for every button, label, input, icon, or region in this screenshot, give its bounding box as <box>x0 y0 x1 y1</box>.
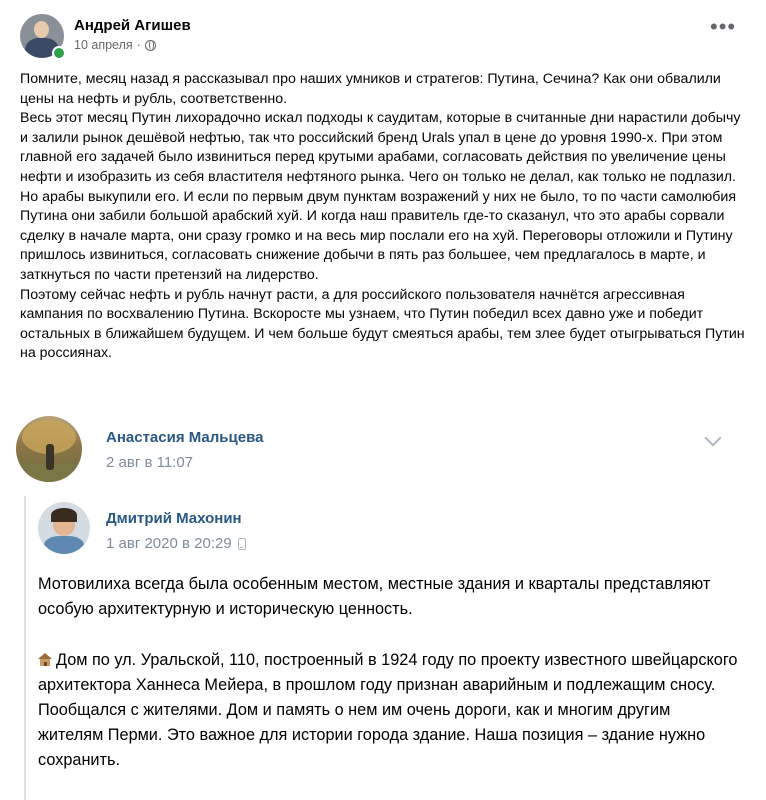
online-status-dot <box>52 46 66 60</box>
repost-author-avatar[interactable] <box>38 502 90 554</box>
comment-time[interactable]: 2 авг в 11:07 <box>106 454 194 471</box>
repost-text <box>38 572 738 774</box>
post-date[interactable]: 10 апреля <box>74 38 133 52</box>
repost-paragraph-1: Мотовилиха всегда была особенным местом, местные здания и кварталы представляют особую архитектурную и историческую ценность. <box>38 575 711 619</box>
more-options-icon[interactable]: ••• <box>710 14 737 39</box>
post-text: Помните, месяц назад я рассказывал про наших умников и стратегов: Путина, Сечина? Как они обвалили цены на нефть и рубль, соответственно. Весь этот месяц Путин лихорадочно искал подходы к саудитам, которые в считанные дни нарастили добычу и залили рынок дешёвой нефтью, так что российский бренд Urals упал в цене до уровня 1990-х. При этом главной его задачей было извиниться перед крутыми арабами, согласовать действия по увеличение цены нефти и изобразить из себя властителя нефтяного рынка. Чего он только не делал, как только не подлазил. Но арабы выкупили его. И если по первым двум пунктам возражений у них не было, то по части самолюбия Путина они забили большой арабский хуй. И когда наш правитель где-то сказанул, что это арабы сорвали сделку в начале марта, они сразу громко и на весь мир послали его на хуй. Переговоры отложили и Путину пришлось извиниться, согласовать снижение добычи в пять раз большее, чем предлагалось в марте, и заткнуться по части претензий на лидерство. Поэтому сейчас нефть и рубль начнут расти, а для российского пользователя начнётся агрессивная кампания по восхвалению Путина. Вскоросте мы узнаем, что Путин победил всех давно уже и победит остальных в ближайшем будущем. И чем больше будут смеяться арабы, тем злее будет отыгрываться Путин на россиянах. <box>20 71 745 362</box>
house-icon <box>38 653 52 666</box>
repost-time[interactable]: 1 авг 2020 в 20:29 <box>106 535 232 552</box>
post-author-name[interactable]: Андрей Агишев <box>74 17 191 34</box>
repost-quote-bar <box>24 496 26 800</box>
phone-icon <box>238 538 246 550</box>
commenter-name[interactable]: Анастасия Мальцева <box>106 429 264 446</box>
post-meta: 10 апреля · <box>74 38 156 52</box>
repost-author-name[interactable]: Дмитрий Махонин <box>106 510 242 527</box>
repost-time-row <box>106 535 246 552</box>
vk-comment <box>0 402 766 800</box>
globe-icon[interactable] <box>145 40 156 51</box>
chevron-down-icon[interactable] <box>705 430 722 447</box>
repost-paragraph-2: Дом по ул. Уральской, 110, построенный в 1924 году по проекту известного швейцарского архитектора Ханнеса Мейера, в прошлом году признан аварийным и подлежащим сносу. Пообщался с жителями. Дом и память о нем им очень дороги, как и многим другим жителям Перми. Это важное для истории города здание. Наша позиция – здание нужно сохранить. <box>38 650 738 770</box>
commenter-avatar[interactable] <box>16 416 82 482</box>
